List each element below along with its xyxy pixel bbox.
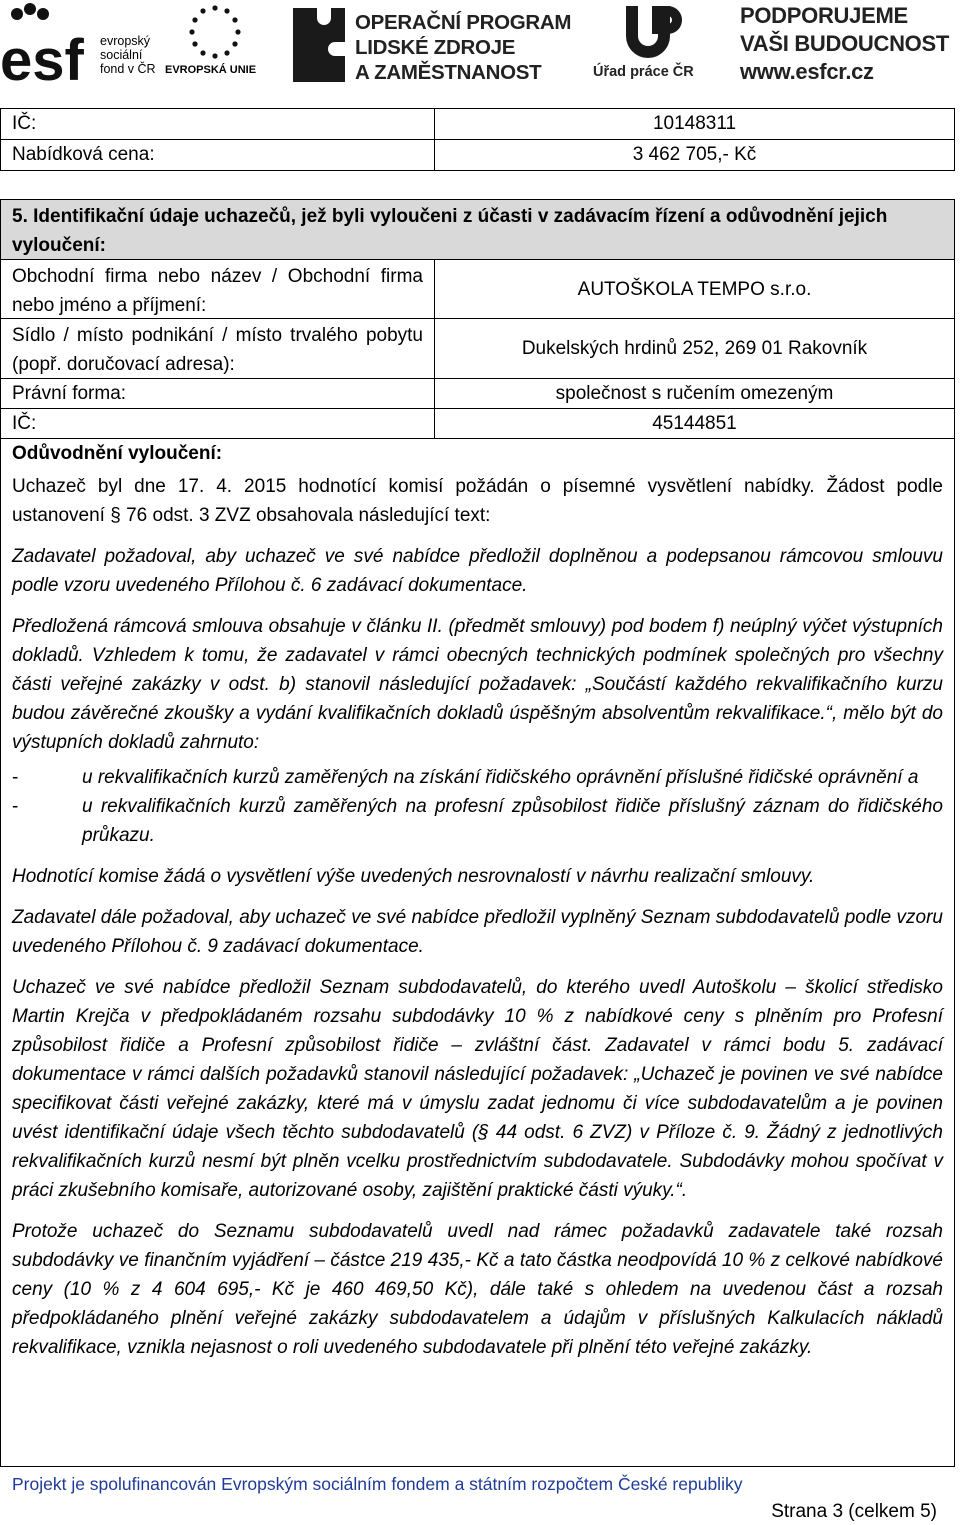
section-heading: 5. Identifikační údaje uchazečů, jež byli vyloučeni z účasti v zadávacím řízení a odůvodnění jejich vyloučení: [1,200,954,260]
ic-label: IČ: [1,109,435,140]
puzzle-icon [287,2,351,86]
paragraph: Zadavatel požadoval, aby uchazeč ve své nabídce předložil doplněnou a podepsanou rámcovou smlouvu podle vzoru uvedeného Přílohou č. 6 zadávací dokumentace. [12,546,943,596]
op-label [355,10,571,85]
paragraph: Uchazeč byl dne 17. 4. 2015 hodnotící komisí požádán o písemné vysvětlení nabídky. Žádost podle ustanovení § 76 odst. 3 ZVZ obsahovala následující text: [12,476,943,526]
paragraph: Uchazeč ve své nabídce předložil Seznam subdodavatelů, do kterého uvedl Autoškolu – školicí středisko Martin Krejča v předpokládaném rozsahu subdodávky 10 % z nabídkové ceny s plněním pro Profesní způsobilost řidiče a Profesní způsobilost řidiče – zvláštní část. Zadavatel v rámci bodu 5. zadávací dokumentace v rámci dalších požadavků stanovil následující požadavek: „Uchazeč je povinen ve své nabídce specifikovat části veřejné zakázky, které má v úmyslu zadat jednomu či více subdodavatelům a je povinen uvést identifikační údaje všech těchto subdodavatelů (§ 44 odst. 6 ZVZ) v Příloze č. 9. Žádný z jednotlivých rekvalifikačních kurzů nesmí být plněn vcelku prostřednictvím subdodavatele. Subdodávky mohou spočívat v práci zkušebního komisaře, autorizované osoby, zajištění praktické části výuky.“. [12,977,943,1201]
address-label: Sídlo / místo podnikání / místo trvalého pobytu (popř. doručovací adresa): [1,319,435,378]
list-item [12,763,943,792]
podporujeme-line: PODPORUJEME [740,3,908,28]
table-row [1,260,954,319]
project-note: Projekt je spolufinancován Evropským sociálním fondem a státním rozpočtem České republiky [12,1474,743,1494]
legal-form-value: společnost s ručením omezeným [555,383,834,404]
price-label: Nabídková cena: [1,140,435,171]
op-line: A ZAMĚSTNANOST [355,61,542,84]
op-logo [287,2,587,90]
paragraph: Hodnotící komise žádá o vysvětlení výše uvedených nesrovnalostí v návrhu realizační smlouvy. [12,866,815,887]
reason-title: Odůvodnění vyloučení: [12,443,223,464]
ic-label: IČ: [1,409,435,438]
firm-value: AUTOŠKOLA TEMPO s.r.o. [577,278,812,300]
paragraph: Předložená rámcová smlouva obsahuje v článku II. (předmět smlouvy) pod bodem f) neúplný výčet výstupních dokladů. Vzhledem k tomu, že zadavatel v rámci obecných technických podmínek společných pro všechny části veřejné zakázky v odst. b) stanovil následující požadavek: „Součástí každého rekvalifikačního kurzu budou závěrečné zkoušky a vydání kvalifikačních dokladů úspěšným absolventům rekvalifikace.“, mělo být do výstupních dokladů zahrnuto: [12,616,943,753]
podporujeme-line: www.esfcr.cz [740,59,874,84]
address-value: Dukelských hrdinů 252, 269 01 Rakovník [521,338,868,359]
table-row [1,379,954,409]
op-line: OPERAČNÍ PROGRAM [355,11,572,34]
podporujeme-logo [740,2,960,86]
page-number: Strana 3 (celkem 5) [771,1501,937,1522]
esf-label [100,34,156,76]
eu-logo [165,0,265,92]
list-item-text: u rekvalifikačních kurzů zaměřených na získání řidičského oprávnění příslušné řidičské oprávnění a [82,767,919,788]
firm-label: Obchodní firma nebo název / Obchodní firma nebo jméno a příjmení: [1,260,435,318]
table-row [1,109,955,140]
esf-line: evropský [100,34,151,48]
up-logo [590,0,720,92]
list-dash: - [12,796,19,817]
podporujeme-line: VAŠI BUDOUCNOST [740,31,949,56]
eu-label: EVROPSKÁ UNIE [165,64,257,76]
esf-line: sociální [100,48,143,62]
up-mark-icon [590,0,720,62]
list-item-text: u rekvalifikačních kurzů zaměřených na profesní způsobilost řidiče příslušný záznam do řidičského průkazu. [82,796,943,846]
legal-form-label: Právní forma: [1,379,435,408]
bidder-table [0,108,955,171]
esf-logo-icon [0,0,100,92]
paragraph: Protože uchazeč do Seznamu subdodavatelů uvedl nad rámec požadavků zadavatele také rozsah subdodávky ve finančním vyjádření – částce 219 435,- Kč a tato částka neodpovídá 10 % z celkové nabídkové ceny (10 % z 4 604 695,- Kč je 460 469,50 Kč), dále také s ohledem na uvedenou část a rozsah předpokládaného plnění veřejné zakázky subdodavatelem a údajům v příslušných Kalkulacích nákladů rekvalifikace, vznikla nejasnost o roli uvedeného subdodavatele při plnění této veřejné zakázky. [12,1221,943,1358]
table-row [1,409,954,439]
section-excluded-bidders [0,199,955,1467]
eu-flag-icon [165,0,265,62]
esf-logo-text: esf [0,28,84,92]
up-label: Úřad práce ČR [593,64,694,80]
paragraph: Zadavatel dále požadoval, aby uchazeč ve své nabídce předložil vyplněný Seznam subdodavatelů podle vzoru uvedeného Přílohou č. 9 zadávací dokumentace. [12,907,943,957]
op-line: LIDSKÉ ZDROJE [355,36,516,59]
ic-value: 10148311 [435,109,955,140]
page-footer [0,1467,955,1525]
output-documents-list [12,763,943,850]
list-item [12,792,943,850]
reason-body [1,472,954,1362]
price-value: 3 462 705,- Kč [435,140,955,171]
table-row [1,319,954,379]
list-dash: - [12,767,19,788]
table-row [1,140,955,171]
esf-line: fond v ČR [100,62,156,76]
ic-value: 45144851 [652,413,737,434]
page-header [0,0,960,92]
